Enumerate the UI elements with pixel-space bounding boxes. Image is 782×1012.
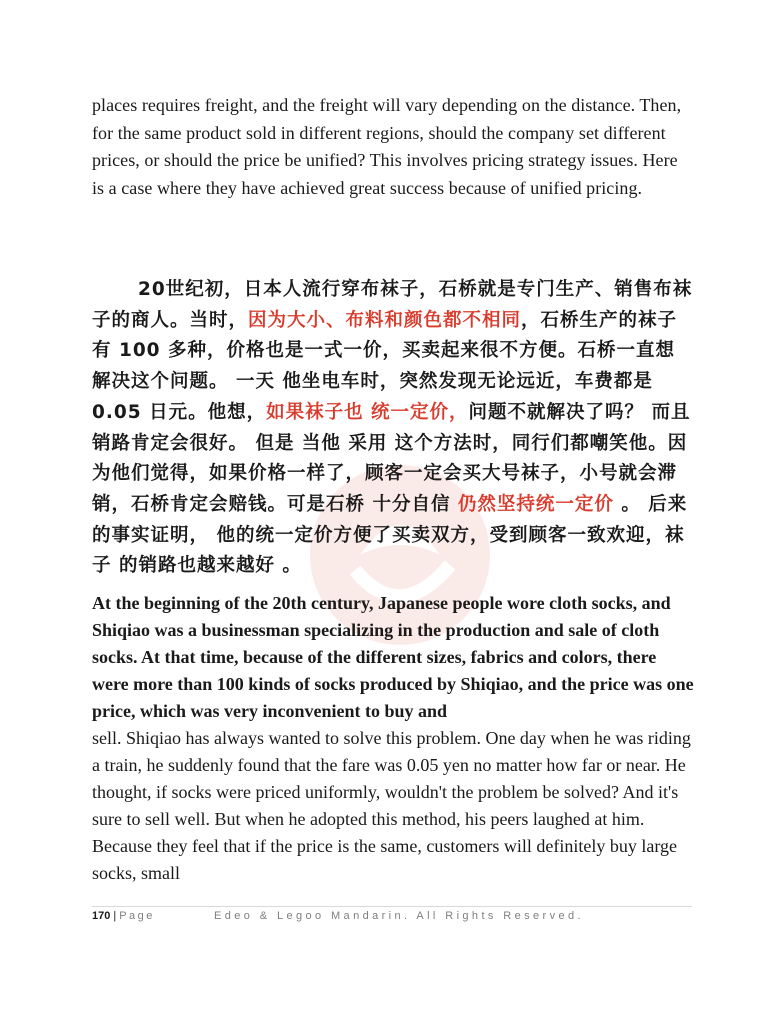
footer-separator: | xyxy=(113,910,117,922)
english-translation-paragraph: sell. Shiqiao has always wanted to solve this problem. One day when he was riding a train, he suddenly found that the fare was 0.05 yen no matter how far or near. He thought, if socks were priced uniformly, wouldn't the problem be solved? And it's sure to sell well. But when he adopted this method, his peers laughed at him. Because they feel that if the price is the same, customers will definitely buy large socks, small xyxy=(92,728,691,883)
zh-text-segment: ，石桥生产的袜子有 100 多种，价格也是一式一价，买卖起来很不方便。石桥一直想 解决这个问题。 一天 他坐电车时，突然发现无论远近，车费都是 0.05 日元。他想， xyxy=(92,309,678,423)
zh-text-segment: 问题不就解决了吗？ 而且销路肯定会很好。 但是 当他 采用 这个方法时，同行们都嘲笑他。因为他们觉得，如果价格一样了，顾客一定会买大号袜子，小号就会滞销，石桥肯定会赔钱。可是石桥 十分自信 xyxy=(92,401,691,515)
page-number: 170 xyxy=(92,910,111,922)
english-intro-paragraph: places requires freight, and the freight will vary depending on the distance. Then, for the same product sold in different regions, should the company set different prices, or should the price be unified? This involves pricing strategy issues. Here is a case where they have achieved great success because of unified pricing. xyxy=(92,95,682,198)
zh-text-segment: 。 后来的事实证明， 他的统一定价方便了买卖双方，受到顾客一致欢迎，袜子 的销路也越来越好 。 xyxy=(92,493,688,577)
zh-highlight-segment: 因为大小、布料和颜色都不相同 xyxy=(248,309,522,331)
zh-highlight-segment: 如果袜子也 统一定价， xyxy=(266,401,469,423)
zh-highlight-segment: 仍然坚持统一定价 xyxy=(457,493,614,515)
page-footer xyxy=(92,910,692,922)
copyright-notice: Edeo & Legoo Mandarin. All Rights Reserved. xyxy=(214,910,584,922)
zh-text-segment: 20世纪初，日本人流行穿布袜子，石桥就是专门生产、销售布袜子的商人。当时， xyxy=(92,279,693,331)
page-label: Page xyxy=(119,910,155,922)
english-translation-bold-paragraph: At the beginning of the 20th century, Japanese people wore cloth socks, and Shiqiao was a businessman specializing in the production and sale of cloth socks. At that time, because of the different sizes, fabrics and colors, there were more than 100 kinds of socks produced by Shiqiao, and the price was one price, which was very inconvenient to buy and xyxy=(92,593,694,721)
footer-divider xyxy=(92,906,692,907)
chinese-story-paragraph xyxy=(92,275,694,582)
